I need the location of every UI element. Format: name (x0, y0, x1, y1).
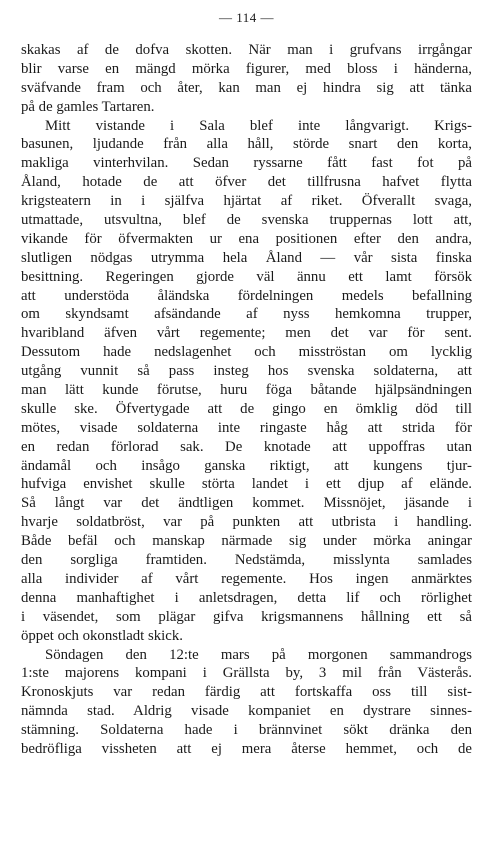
text-line: i väsendet, som plägar gifva krigsmannens hållning ett så (21, 608, 472, 625)
text-line: basunen, ljudande från alla håll, störde snart den korta, (21, 136, 472, 153)
text-line: skulle ske. Öfvertygade att de gingo en ömklig död till (21, 400, 472, 417)
body-text (21, 41, 472, 759)
text-line: på de gamles Tartaren. (21, 98, 155, 115)
text-line: hufviga envishet skulle störta landet i ett djup af elände. (21, 476, 472, 493)
text-line: Så långt var det ändtligen kommet. Missnöjet, jäsande i (21, 495, 472, 512)
page-number: — 114 — (218, 10, 275, 25)
text-line: Söndagen den 12:te mars på morgonen sammandrogs (45, 646, 472, 663)
text-line: besittning. Regeringen gjorde väl ännu ett lamt försök (21, 268, 472, 285)
text-line: nämnda stad. Aldrig visade kompaniet en dystrare sinnes- (21, 703, 472, 720)
text-line: bedröfliga vissheten att ej mera återse hemmet, och de (21, 740, 472, 757)
text-line: vikande för öfvermakten ur ena positionen efter den andra, (21, 230, 472, 247)
text-line: Åland, hotade de att öfver det tillfrusna hafvet flytta (21, 174, 472, 191)
text-line: utmattade, utsvultna, blef de svenska truppernas lott att, (21, 212, 472, 229)
text-line: hvaribland äfven vårt regemente; men det var för sent. (21, 325, 472, 342)
text-line: en redan förlorad sak. De knotade att uppoffras utan (21, 438, 472, 455)
text-line: Dessutom hade nedslagenhet och misströstan om lycklig (21, 344, 472, 361)
text-line: alla individer af vårt regemente. Hos ingen anmärktes (21, 570, 472, 587)
text-line: 1:ste majorens kompani i Grällsta by, 3 mil från Västerås. (21, 665, 472, 682)
text-line: denna manhaftighet i anletsdragen, detta lif och rörlighet (21, 589, 472, 606)
text-line: mötes, visade soldaterna inte ringaste håg att strida för (21, 419, 472, 436)
text-line: Mitt vistande i Sala blef inte långvarigt. Krigs- (45, 117, 472, 134)
text-line: man lätt kunde förutse, huru föga båtande hjälpsändningen (21, 382, 472, 399)
text-line: öppet och okonstladt skick. (21, 627, 183, 644)
text-line: utgång vunnit så pass insteg hos svenska soldaterna, att (21, 363, 472, 380)
text-line: skakas af de dofva skotten. När man i grufvans irrgångar (21, 42, 472, 58)
text-line: makliga vinterhvilan. Sedan ryssarne fått fast fot på (21, 155, 472, 172)
text-line: krigsteatern in i själfva hjärtat af riket. Öfverallt svaga, (21, 193, 472, 210)
text-line: den sorgliga framtiden. Nedstämda, misslynta samlades (21, 552, 472, 569)
text-line: sväfvande fram och åter, kan man ej hindra sig att tänka (21, 79, 472, 96)
text-line: att understöda åländska fördelningen medels befallning (21, 287, 472, 304)
text-line: slutligen nödgas utrymma hela Åland — vår sista finska (21, 249, 472, 266)
text-line: Både befäl och manskap närmade sig under mörka aningar (21, 533, 472, 550)
text-line: om skyndsamt afsändande af nyss hemkomna trupper, (21, 306, 472, 323)
text-line: blir varse en mängd mörka figurer, med bloss i händerna, (21, 60, 472, 77)
text-line: ändamål och insågo ganska riktigt, att kungens tjur- (21, 457, 472, 474)
text-line: stämning. Soldaterna hade i brännvinet sökt dränka den (21, 722, 472, 739)
book-page (21, 0, 472, 759)
text-line: Kronoskjuts var redan färdig att fortskaffa oss till sist- (21, 684, 472, 701)
text-line: hvarje soldatbröst, var på punkten att utbrista i handling. (21, 514, 472, 531)
